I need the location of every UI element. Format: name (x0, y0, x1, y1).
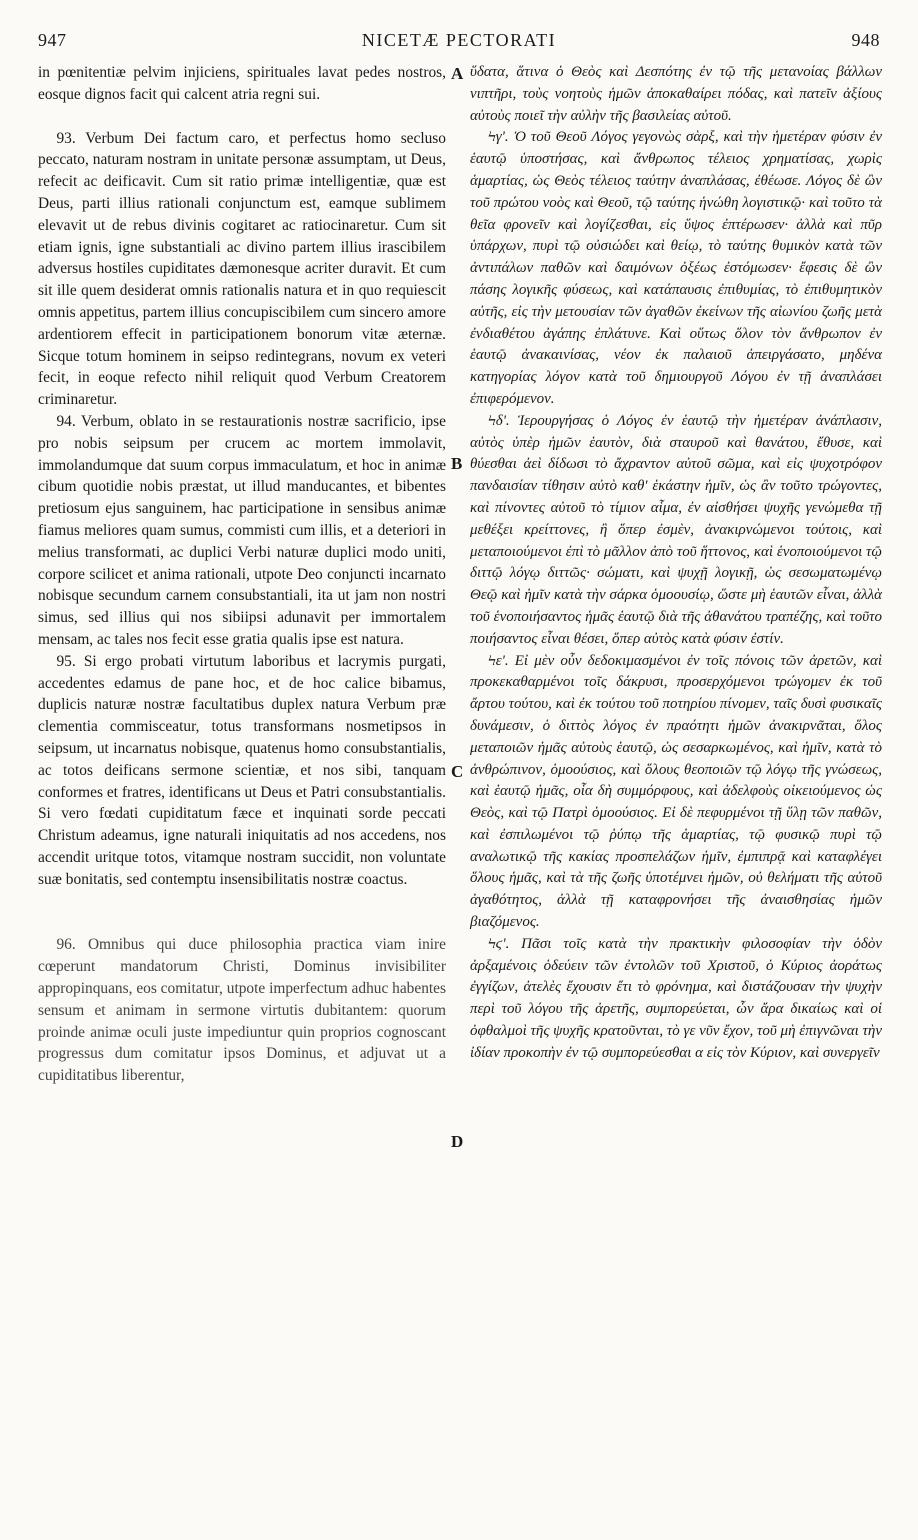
greek-paragraph-95: Ϟε'. Εἰ μὲν οὖν δεδοκιμασμένοι ἐν τοῖς πόνοις τῶν ἀρετῶν, καὶ προκεκαθαρμένοι τοῖς δάκρυσι, προσερχόμενοι τρώγομεν ἐκ τοῦ ἄρτου τούτου, καὶ ἐκ τούτου τοῦ ποτηρίου πίνομεν, ταῖς δυσὶ φυσικαῖς δυνάμεσιν, ὁ διττὸς λόγος ἐν πραότητι ἡμῶν ἀνακιρνᾶται, ὅλος μεταποιῶν ἡμᾶς αὐτοὺς ἑαυτῷ, ὡς σεσαρκωμένος, καὶ ἡμῖν, κατὰ τὸ ἀνθρώπινον, ὁμοούσιος, καὶ ὅλους θεοποιῶν τῷ λόγῳ τῆς γνώσεως, καὶ ἑαυτῷ ἡμᾶς, οἷα δὴ συμμόρφους, καὶ ἀδελφοὺς οἰκειούμενος ὡς Θεὸς, καὶ τῷ Πατρὶ ὁμοούσιος. Εἰ δὲ πεφυρμένοι τῇ ὕλῃ τῶν παθῶν, καὶ ἐσπιλωμένοι τῷ ῥύπῳ τῆς ἁμαρτίας, τῷ φυσικῷ πυρὶ τῷ αναλωτικῷ τῆς κακίας προσπελάζων ἡμῖν, ἐμπιπρᾷ καὶ καταφλέγει ὅλους ἡμᾶς, καὶ τὰ τῆς ζωῆς ὑποτέμνει ἡμῶν, οὐ θελήματι τῆς αὐτοῦ ἀγαθότητος, ἀλλὰ τῇ καταφρονήσει τῆς ἀναισθησίας ἡμῶν βιαζόμενος. (470, 652, 882, 931)
margin-marker-b: B (451, 454, 463, 473)
latin-paragraph-94: 94. Verbum, oblato in se restaurationis nostræ sacrificio, ipse pro nobis seipsum per crucem ac mortem immolavit, immolandumque dat suum corpus immaculatum, et hoc in animæ cibum quotidie nobis præstat, ut illud manducantes, et bibentes pretiosum ejus sanguinem, hac participatione in sensibus animæ fiamus meliores quam sumus, commisti cum illis, et a deteriori in melius transformati, ac duplici Verbi naturæ duplici modo uniti, corpore scilicet et anima rationali, utpote Deo conjuncti incarnato nobisque secundum carnem consubstantiali, ita ut jam non nostri simus, sed illius qui nos sibiipsi adunavit per immortalem mensam, ac tales nos fecit esse gratia qualis ipse est natura. (38, 412, 446, 648)
greek-paragraph-93: Ϟγ'. Ὁ τοῦ Θεοῦ Λόγος γεγονὼς σὰρξ, καὶ τὴν ἡμετέραν φύσιν ἐν ἑαυτῷ ὑποστήσας, καὶ ἄνθρωπος τέλειος χρηματίσας, χωρὶς ἁμαρτίας, ὡς Θεὸς τέλειος ταύτην ἀναπλάσας, ἐθέωσε. Λόγος δὲ ὢν τοῦ πρώτου νοὸς καὶ Θεοῦ, τῷ ταύτης ἡνώθη λογιστικῷ· καὶ τοῦτο τὰ θεῖα φρονεῖν καὶ λογίζεσθαι, εἰς ὕψος ἐπτέρωσεν· ἀλλὰ καὶ πῦρ ὑπάρχων, πυρὶ τῷ οὐσιώδει καὶ θείῳ, τὸ ταύτης θυμικὸν κατὰ τῶν ἀντιπάλων παθῶν καὶ δαιμόνων ὀξέως ἐστόμωσεν· ἔφεσις δὲ ὢν πάσης λογικῆς φύσεως, καὶ κατάπαυσις ἐπιθυμίας, τὸ ἐπιθυμητικὸν αὐτῆς, εἰς τὴν μετουσίαν τῶν ἀγαθῶν ἐκείνων τῆς αἰωνίου ζωῆς μετὰ ἐνδιαθέτου ἀγάπης ἐπλάτυνε. Καὶ οὕτως ὅλον τὸν ἄνθρωπον ἐν ἑαυτῷ ἀνακαινίσας, νέον ἐκ παλαιοῦ ἀπειργάσατο, μηδένα κατηγορίας λόγον κατὰ τοῦ δημιουργοῦ Λόγου ἐν τῇ ἀναπλάσει ἐπιφερόμενον. (470, 129, 882, 407)
greek-paragraph-0: ὕδατα, ἅτινα ὁ Θεὸς καὶ Δεσπότης ἐν τῷ τῆς μετανοίας βάλλων νιπτῆρι, τοὺς νοητοὺς ἡμῶν ἀποκαθαίρει πόδας, καὶ πατεῖν ἀξίους αὐτοὺς ποιεῖ τὴν αὐλὴν τῆς βασιλείας αὐτοῦ. (470, 64, 882, 124)
latin-paragraph-96: 96. Omnibus qui duce philosophia practica viam inire cœperunt mandatorum Christi, Dominus invisibiliter appropinquans, eos comitatur, utpote imperfectum adhuc habentes sensum et animam in sermone virtutis dubitantem: quorum proinde animæ oculi juste impediuntur quin proprios cognoscant progressus dum comitatur ipsos Dominus, et adjuvat ut a cupiditatibus liberentur, (38, 936, 446, 1085)
latin-paragraph-95: 95. Si ergo probati virtutum laboribus et lacrymis purgati, accedentes edamus de pane hoc, et de hoc calice bibamus, duplicis naturæ nostræ facultatibus duplex natura Verbum præ clementia commisceatur, totus transformans nosmetipsos in seipsum, ut incarnatus nobisque, quatenus homo consubstantialis, ac totos deificans sermone scientiæ, et nos sibi, tanquam conformes et fratres, identificans ut Deus et Patri consubstantialis. Si vero fœdati cupiditatum fæce et inquinati sorde peccati Christum adeamus, igne naturali iniquitatis ad nos accedens, nos accendit uritque totos, vitamque nostram succidit, non voluntate suæ bonitatis, sed contemptu insensibilitatis nostræ coactus. (38, 652, 446, 888)
margin-marker-a: A (451, 64, 464, 83)
latin-column (38, 62, 446, 1087)
margin-marker-c: C (451, 762, 464, 781)
running-header (38, 30, 880, 56)
greek-column (470, 62, 882, 1065)
running-title: NICETÆ PECTORATI (361, 30, 557, 50)
greek-paragraph-96: Ϟϛ'. Πᾶσι τοῖς κατὰ τὴν πρακτικὴν φιλοσοφίαν τὴν ὁδὸν ἀρξαμένοις ὁδεύειν τῶν ἐντολῶν τοῦ Χριστοῦ, ὁ Κύριος ἀοράτως ἐγγίζων, ἀτελὲς ἔχουσιν ἔτι τὸ φρόνημα, καὶ διστάζουσαν τὴν ψυχὴν περὶ τοῦ λόγου τῆς ἀρετῆς, συμπορεύεται, ὧν ἄρα δικαίως καὶ οἱ ὀφθαλμοὶ τῆς ψυχῆς κρατοῦνται, τὸ γε νῦν ἔχον, τοῦ μὴ ἐπιγνῶναι τὴν ἰδίαν προκοπὴν ἐν τῷ συμπορεύεσθαι α εἰς τὸν Κύριον, καὶ συνεργεῖν (470, 935, 882, 1061)
greek-paragraph-94: Ϟδ'. Ἱερουργήσας ὁ Λόγος ἐν ἑαυτῷ τὴν ἡμετέραν ἀνάπλασιν, αὐτὸς ὑπὲρ ἡμῶν ἑαυτὸν, διὰ σταυροῦ καὶ θανάτου, ἔθυσε, καὶ θύεσθαι ἀεὶ δίδωσι τὸ ἄχραντον αὐτοῦ σῶμα, καὶ εἰς ψυχοτρόφον πανδαισίαν τίθησιν αὐτὸ καθ' ἑκάστην ἡμῖν, ὡς ἂν τοῦτο τρώγοντες, καὶ πίνοντες αὐτοῦ τὸ τίμιον αἷμα, ἐν αἰσθήσει ψυχῆς γενώμεθα τῇ μεθέξει κρείττονες, ἢ ὅπερ ἐσμὲν, ἀνακιρνώμενοι τούτοις, καὶ μεταποιούμενοι ἐπὶ τὸ μᾶλλον ἀπὸ τοῦ ἥττονος, καὶ ἑνοποιούμενοι τῷ διττῷ λόγῳ διττῶς· σώματι, καὶ ψυχῇ λογικῇ, ὡς σεσωματωμένῳ Θεῷ καὶ ἡμῖν κατὰ τὴν σάρκα ὁμοουσίῳ, ὥστε μὴ ἑαυτῶν εἶναι, ἀλλὰ τοῦ ἑνοποιήσαντος ἡμᾶς ἑαυτῷ διὰ τῆς ἀθανάτου τραπέζης, καὶ τοῦτο ποιήσαντος εἶναι θέσει, ὅπερ αὐτὸς κατὰ φύσιν ἐστίν. (470, 412, 882, 647)
latin-paragraph-0: in pœnitentiæ pelvim injiciens, spirituales lavat pedes nostros, eosque dignos facit qui calcent atria regni sui. (38, 64, 446, 103)
page-number-right: 948 (851, 30, 880, 50)
page-number-left: 947 (38, 30, 67, 50)
margin-marker-d: D (451, 1132, 464, 1151)
latin-paragraph-93: 93. Verbum Dei factum caro, et perfectus homo secluso peccato, naturam nostram in unitate personæ assumptam, ut Deus, refecit ac deificavit. Cum sit ratio primæ intelligentiæ, quæ est Deus, parti illius rationali conjunctum est, eamque sublimem elevavit ut de rebus divinis cogitaret ac ratiocinaretur. Cum sit etiam ignis, igne substantiali ac divino partem illius irascibilem adversus hostiles cupiditates dæmonesque acriter duravit. Et cum sit ille quem desiderat omnis rationalis natura et in quo requiescit omnis appetitus, partem illius concupiscibilem cum sincero amore ardentiorem effecit in participationem bonorum vitæ æternæ. Sicque totum hominem in seipso redintegrans, novum ex veteri fecit, in eoque refecto nihil reliquit quod Verbum Creatorem criminaretur. (38, 129, 446, 409)
